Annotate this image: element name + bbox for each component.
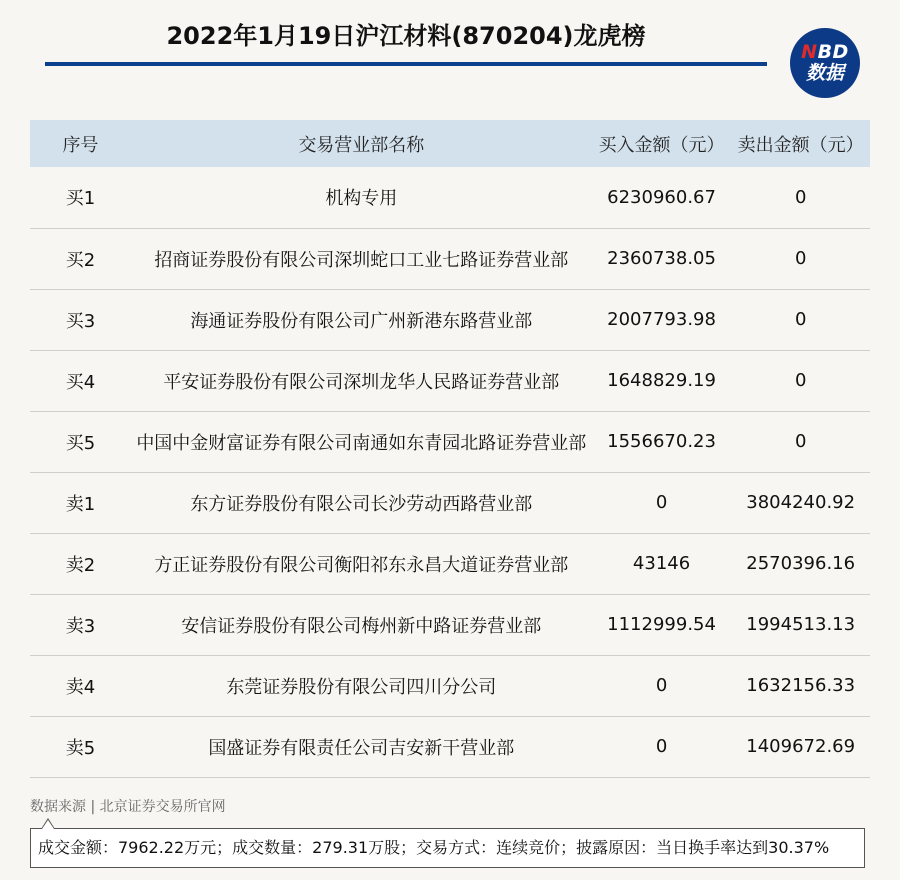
cell-name: 安信证券股份有限公司梅州新中路证券营业部 [181,615,542,637]
cell-sell: 0 [794,186,807,208]
cell-sell: 0 [794,309,807,330]
table-row [30,472,870,533]
title-underline [45,62,767,66]
cell-name: 招商证券股份有限公司深圳蛇口工业七路证券营业部 [154,249,569,271]
cell-seq: 买5 [65,432,96,454]
column-header-seq: 序号 [62,134,99,156]
table-row [30,289,870,350]
cell-sell: 3804240.92 [746,492,856,513]
cell-name: 东方证券股份有限公司长沙劳动西路营业部 [190,493,533,515]
cell-name: 东莞证券股份有限公司四川分公司 [226,676,497,698]
table-row [30,533,870,594]
cell-name: 机构专用 [325,188,398,210]
logo-top-text [801,42,849,62]
cell-seq: 买1 [65,188,96,210]
cell-sell: 0 [794,248,807,269]
table-row [30,716,870,777]
table-row [30,350,870,411]
table-row [30,228,870,289]
cell-buy: 2007793.98 [607,309,716,330]
dragon-tiger-table [30,120,870,778]
cell-sell: 0 [794,431,807,452]
cell-sell: 1994513.13 [746,614,856,635]
cell-name: 平安证券股份有限公司深圳龙华人民路证券营业部 [163,371,560,393]
logo-bd-letters: BD [817,41,849,63]
table-row [30,411,870,472]
column-header-name: 交易营业部名称 [298,134,425,156]
cell-seq: 卖1 [65,493,96,515]
cell-buy: 1648829.19 [607,370,716,391]
cell-seq: 卖5 [65,737,96,759]
cell-sell: 1409672.69 [746,736,856,757]
trade-summary-note: 成交金额：7962.22万元；成交数量：279.31万股；交易方式：连续竞价；披露原因：当日换手率达到30.37% [30,828,865,868]
cell-name: 海通证券股份有限公司广州新港东路营业部 [190,310,533,332]
column-header-sell: 卖出金额（元） [737,134,864,156]
cell-buy: 0 [655,675,668,696]
page-title: 2022年1月19日沪江材料(870204)龙虎榜 [166,22,646,50]
table-row [30,594,870,655]
cell-seq: 卖3 [65,615,96,637]
cell-seq: 卖4 [65,676,96,698]
cell-name: 中国中金财富证券有限公司南通如东青园北路证券营业部 [136,432,587,454]
nbd-logo [790,28,860,98]
cell-sell: 2570396.16 [746,553,856,574]
cell-buy: 0 [655,736,668,757]
data-source: 数据来源 | 北京证券交易所官网 [30,799,226,815]
cell-buy: 0 [655,492,668,513]
table-header-row [30,120,870,167]
column-header-buy: 买入金额（元） [598,134,725,156]
cell-name: 方正证券股份有限公司衡阳祁东永昌大道证券营业部 [154,554,569,576]
cell-buy: 2360738.05 [607,248,716,269]
cell-sell: 1632156.33 [746,675,856,696]
cell-buy: 43146 [632,553,691,574]
cell-seq: 买3 [65,310,96,332]
table-row [30,655,870,716]
cell-name: 国盛证券有限责任公司吉安新干营业部 [208,737,515,759]
cell-buy: 6230960.67 [607,186,716,208]
cell-sell: 0 [794,370,807,391]
logo-n-letter: N [801,41,818,63]
table-row [30,167,870,228]
cell-buy: 1112999.54 [607,614,716,635]
cell-seq: 买4 [65,371,96,393]
note-callout-arrow-fill [42,820,54,829]
cell-seq: 买2 [65,249,96,271]
cell-seq: 卖2 [65,554,96,576]
cell-buy: 1556670.23 [607,431,716,452]
logo-bottom-text: 数据 [805,62,844,84]
